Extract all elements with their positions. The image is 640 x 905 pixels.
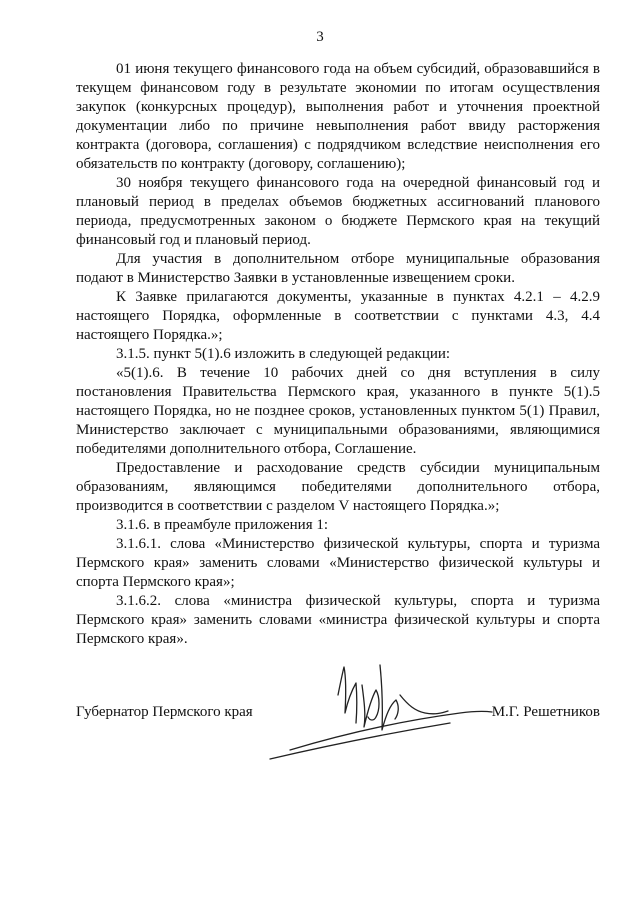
paragraph-6: «5(1).6. В течение 10 рабочих дней со дня вступления в силу постановления Правительства Пермского края, указанного в пункте 5(1).5 настоящего Порядка, но не позднее сроков, установленных пунктом 5(1) Правил, Министерство заключает с муниципальными образованиями, являющимися победителями дополнительного отбора, Соглашение. xyxy=(76,365,600,457)
page-number: 3 xyxy=(316,29,324,45)
paragraph-1: 01 июня текущего финансового года на объем субсидий, образовавшийся в текущем финансовом году в результате экономии по итогам осуществления закупок (конкурсных процедур), выполнения работ и уточнения проектной документации либо по причине невыполнения работ ввиду расторжения контракта (договора, соглашения) с подрядчиком вследствие неисполнения его обязательств по контракту (договору, соглашению); xyxy=(76,61,600,172)
paragraph-3: Для участия в дополнительном отборе муниципальные образования подают в Министерство Заявки в установленные извещением сроки. xyxy=(76,251,600,286)
paragraph-10: 3.1.6.2. слова «министра физической культуры, спорта и туризма Пермского края» заменить словами «министра физической культуры и спорта Пермского края». xyxy=(76,593,600,647)
signature-row xyxy=(76,704,600,724)
paragraph-8: 3.1.6. в преамбуле приложения 1: xyxy=(116,517,329,533)
paragraph-9: 3.1.6.1. слова «Министерство физической культуры, спорта и туризма Пермского края» заменить словами «Министерство физической культуры и спорта Пермского края»; xyxy=(76,536,600,590)
document-body xyxy=(76,60,600,649)
signatory-name: М.Г. Решетников xyxy=(491,704,600,720)
paragraph-2: 30 ноября текущего финансового года на очередной финансовый год и плановый период в пределах объемов бюджетных ассигнований планового периода, предусмотренных законом о бюджете Пермского края на текущий финансовый год и плановый период. xyxy=(76,175,600,248)
paragraph-5: 3.1.5. пункт 5(1).6 изложить в следующей редакции: xyxy=(116,346,451,362)
paragraph-7: Предоставление и расходование средств субсидии муниципальным образованиям, являющимся победителями дополнительного отбора, производится в соответствии с разделом V настоящего Порядка.»; xyxy=(76,460,600,514)
signatory-title: Губернатор Пермского края xyxy=(76,704,253,720)
paragraph-4: К Заявке прилагаются документы, указанные в пунктах 4.2.1 – 4.2.9 настоящего Порядка, оформленные в соответствии с пунктами 4.3, 4.4 настоящего Порядка.»; xyxy=(76,289,600,343)
